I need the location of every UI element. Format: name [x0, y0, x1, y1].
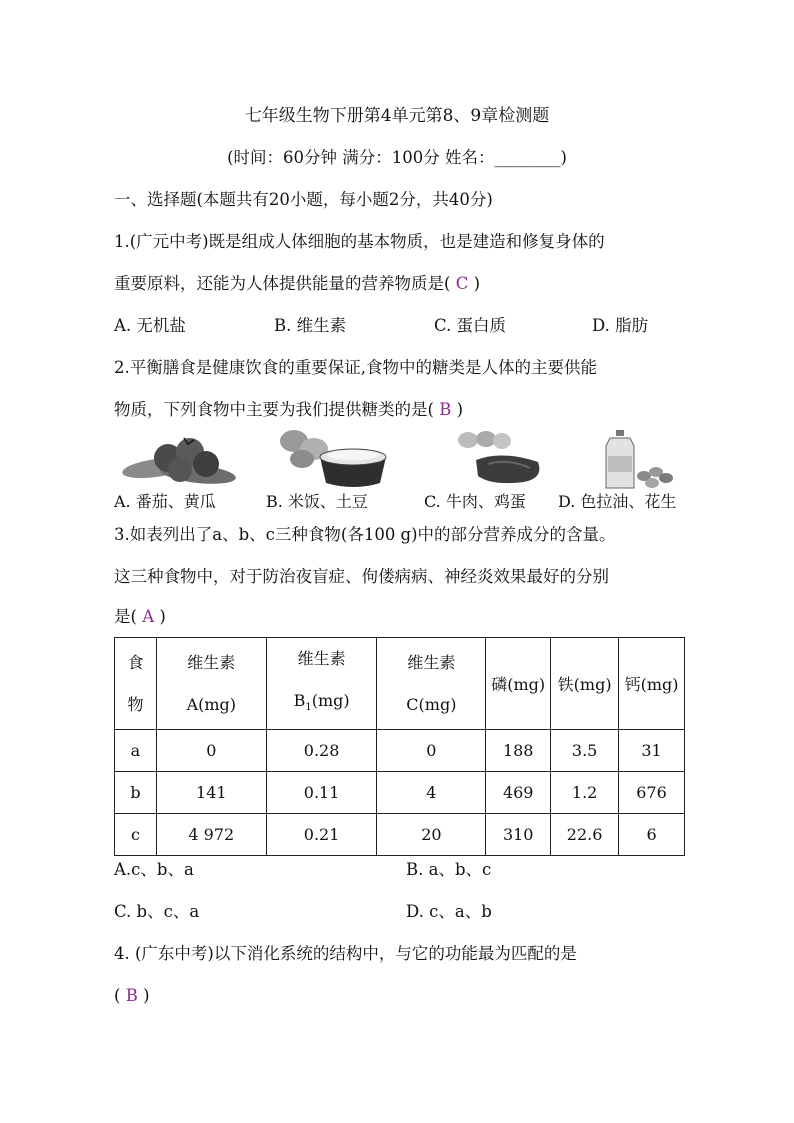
table-cell: 6 [619, 814, 685, 856]
oil-peanut-image [604, 428, 674, 490]
table-cell: 20 [377, 814, 486, 856]
tomato-cucumber-image [120, 430, 240, 488]
table-cell: 1.2 [551, 772, 619, 814]
q3-answer: A [142, 607, 155, 626]
table-cell: 188 [486, 730, 551, 772]
q2-option-a: A. 番茄、黄瓜 [114, 492, 216, 511]
q4-stem-line1: 4. (广东中考)以下消化系统的结构中，与它的功能最为匹配的是 [114, 944, 577, 963]
header-calcium: 钙(mg) [619, 638, 685, 730]
q1-option-a: A. 无机盐 [114, 316, 186, 335]
q1-close-paren: ) [473, 274, 480, 293]
q1-answer: C [455, 274, 469, 293]
header-food: 食 物 [115, 638, 157, 730]
q3-stem-line1: 3.如表列出了a、b、c三种食物(各100 g)中的部分营养成分的含量。 [114, 525, 616, 544]
q2-option-b: B. 米饭、土豆 [266, 492, 368, 511]
table-cell: 0 [156, 730, 266, 772]
table-cell: 22.6 [551, 814, 619, 856]
table-cell: 4 [377, 772, 486, 814]
table-row [115, 772, 685, 814]
table-cell: 31 [619, 730, 685, 772]
q2-close-paren: ) [456, 400, 464, 419]
table-row [115, 730, 685, 772]
table-cell: 141 [156, 772, 266, 814]
table-header-row [115, 638, 685, 730]
q1-stem-line1: 1.(广元中考)既是组成人体细胞的基本物质，也是建造和修复身体的 [114, 232, 605, 251]
q3-stem-line2: 这三种食物中，对于防治夜盲症、佝偻病病、神经炎效果最好的分别 [114, 567, 609, 586]
exam-info: (时间：60分钟 满分：100分 姓名：________) [227, 148, 567, 167]
header-phosphorus: 磷(mg) [486, 638, 551, 730]
table-row [115, 814, 685, 856]
q2-stem-line1: 2.平衡膳食是健康饮食的重要保证,食物中的糖类是人体的主要供能 [114, 358, 597, 377]
table-cell: 676 [619, 772, 685, 814]
table-cell: 0.11 [266, 772, 377, 814]
table-cell: 4 972 [156, 814, 266, 856]
q4-stem-line2 [114, 984, 150, 1008]
q2-stem-line2 [114, 398, 463, 422]
q3-option-a: A.c、b、a [114, 860, 194, 879]
q2-answer: B [439, 400, 452, 419]
q3-option-b: B. a、b、c [406, 860, 492, 879]
table-cell: 469 [486, 772, 551, 814]
q4-open-paren: ( [114, 986, 121, 1005]
table-cell: c [115, 814, 157, 856]
page-title: 七年级生物下册第4单元第8、9章检测题 [244, 106, 550, 126]
header-vitamin-b1: 维生素 $B_1(mg)$ [266, 638, 377, 730]
nutrition-table [114, 637, 685, 856]
header-vitamin-a: 维生素 A(mg) [156, 638, 266, 730]
q1-option-b: B. 维生素 [274, 316, 347, 335]
section-heading: 一、选择题(本题共有20小题，每小题2分，共40分) [114, 190, 493, 209]
q3-option-d: D. c、a、b [406, 902, 492, 921]
table-cell: 310 [486, 814, 551, 856]
table-cell: b [115, 772, 157, 814]
q2-option-c: C. 牛肉、鸡蛋 [424, 492, 526, 511]
q1-stem-text: 重要原料，还能为人体提供能量的营养物质是( [114, 274, 451, 293]
q1-stem-line2 [114, 272, 480, 296]
q1-option-c: C. 蛋白质 [434, 316, 507, 335]
q2-option-d: D. 色拉油、花生 [558, 492, 677, 511]
q4-answer: B [125, 986, 138, 1005]
q1-option-d: D. 脂肪 [592, 316, 649, 335]
table-cell: 0.28 [266, 730, 377, 772]
q4-close-paren: ) [143, 986, 150, 1005]
table-cell: 0.21 [266, 814, 377, 856]
table-cell: 0 [377, 730, 486, 772]
q3-option-c: C. b、c、a [114, 902, 200, 921]
q3-close-paren: ) [159, 607, 166, 626]
table-cell: 3.5 [551, 730, 619, 772]
beef-egg-image [452, 428, 548, 488]
table-cell: a [115, 730, 157, 772]
q2-stem-text: 物质，下列食物中主要为我们提供糖类的是( [114, 400, 434, 419]
header-vitamin-c: 维生素 C(mg) [377, 638, 486, 730]
header-iron: 铁(mg) [551, 638, 619, 730]
q3-stem-line3 [114, 605, 166, 629]
rice-potato-image [274, 425, 394, 490]
q3-stem-text: 是( [114, 607, 137, 626]
